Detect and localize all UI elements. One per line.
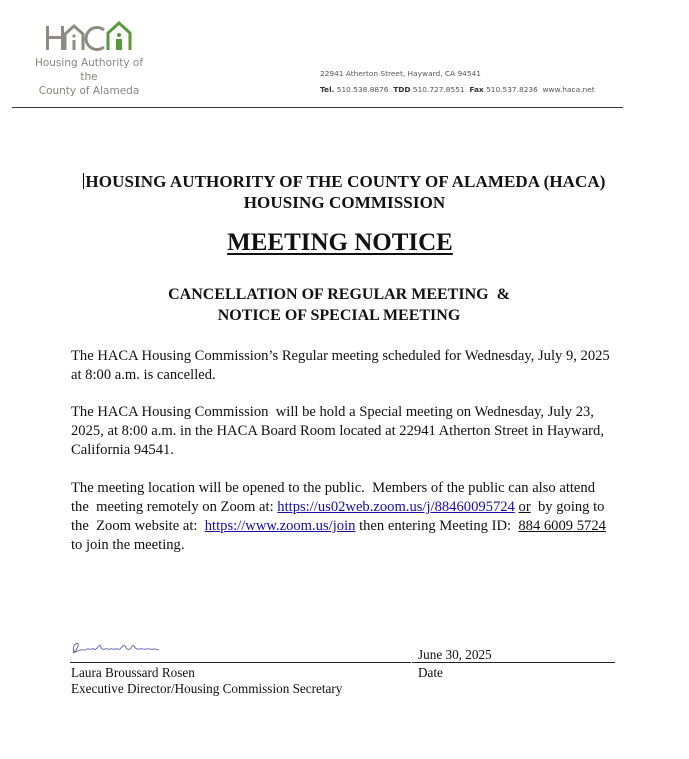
haca-logo: [44, 20, 134, 52]
tel-number: 510.538.8876: [336, 85, 389, 94]
tel-label: Tel.: [320, 85, 335, 94]
contact-line: [320, 82, 595, 98]
subtitle-line1: CANCELLATION OF REGULAR MEETING &: [168, 286, 510, 303]
zoom-text-b: by going to the Zoom website at:: [71, 499, 609, 534]
org-heading-line1: [0, 171, 689, 192]
zoom-text-c: then entering Meeting ID:: [355, 518, 519, 534]
tdd-label: TDD: [393, 85, 411, 94]
fax-number: 510.537.8236: [486, 85, 538, 94]
subtitle-line2: NOTICE OF SPECIAL MEETING: [217, 307, 461, 324]
org-name-line2: County of Alameda: [38, 85, 140, 97]
or-text: or: [518, 499, 531, 515]
org-heading-line2: HOUSING COMMISSION: [243, 193, 446, 212]
signer-name: Laura Broussard Rosen: [71, 665, 195, 680]
paragraph-cancellation: The HACA Housing Commission’s Regular meeting scheduled for Wednesday, July 9, 2025 at 8:00 a.m. is cancelled.: [71, 348, 610, 383]
signature-line: [70, 662, 411, 663]
notice-title-text: MEETING NOTICE: [227, 229, 453, 256]
org-name-logo: [28, 56, 150, 98]
notice-title: [0, 226, 680, 260]
zoom-meeting-link[interactable]: https://us02web.zoom.us/j/88460095724: [277, 499, 515, 515]
signature-image: [70, 640, 160, 656]
contact-block: [320, 66, 595, 98]
paragraph-special-meeting: The HACA Housing Commission will be hold a Special meeting on Wednesday, July 23, 2025, at 8:00 a.m. in the HACA Board Room located at 22941 Atherton Street in Hayward, California 94541.: [71, 404, 608, 458]
tdd-number: 510.727.8551: [412, 85, 465, 94]
header-divider: [12, 107, 623, 108]
zoom-join-link[interactable]: https://www.zoom.us/join: [204, 518, 356, 534]
zoom-text-d: to join the meeting.: [71, 518, 610, 553]
address: 22941 Atherton Street, Hayward, CA 94541: [320, 69, 481, 78]
haca-logo-mark: [44, 20, 134, 52]
fax-label: Fax: [469, 85, 484, 94]
zoom-text-a: The meeting location will be opened to the public. Members of the public can also attend the meeting remotely on Zoom at:: [71, 480, 599, 515]
paragraph-zoom-info: [71, 479, 616, 555]
meeting-id: 884 6009 5724: [518, 518, 606, 534]
handwritten-signature: [70, 640, 160, 656]
org-heading-line1-text: HOUSING AUTHORITY OF THE COUNTY OF ALAMEDA (HACA): [85, 172, 606, 191]
signature-date: June 30, 2025: [418, 647, 492, 662]
org-heading: [0, 171, 689, 213]
org-name-line1: Housing Authority of the: [34, 57, 144, 83]
notice-subtitle: [0, 284, 678, 326]
website[interactable]: www.haca.net: [542, 85, 595, 94]
date-label: Date: [418, 665, 443, 680]
signer-title: Executive Director/Housing Commission Secretary: [71, 681, 343, 696]
